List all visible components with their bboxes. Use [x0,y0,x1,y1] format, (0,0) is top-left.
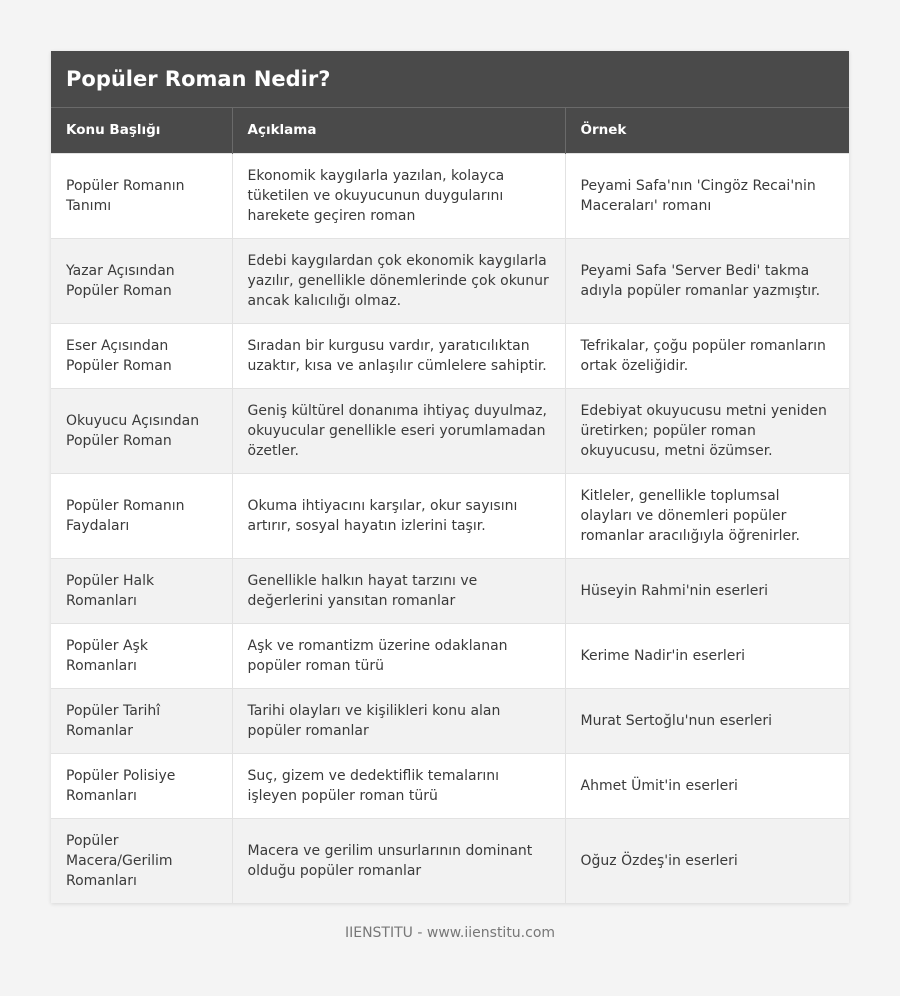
cell-description: Okuma ihtiyacını karşılar, okur sayısını artırır, sosyal hayatın izlerini taşır. [232,473,565,558]
cell-description: Edebi kaygılardan çok ekonomik kaygılarla yazılır, genellikle dönemlerinde çok okunur ancak kalıcılığı olmaz. [232,238,565,323]
cell-description: Aşk ve romantizm üzerine odaklanan popüler roman türü [232,623,565,688]
column-header-example: Örnek [565,108,849,153]
cell-example: Kitleler, genellikle toplumsal olayları ve dönemleri popüler romanlar aracılığıyla öğrenirler. [565,473,849,558]
cell-topic: Popüler Tarihî Romanlar [51,688,232,753]
table-row [51,473,849,558]
cell-example: Ahmet Ümit'in eserleri [565,753,849,818]
cell-topic: Popüler Macera/Gerilim Romanları [51,818,232,903]
table-row [51,688,849,753]
table-row [51,323,849,388]
cell-topic: Popüler Polisiye Romanları [51,753,232,818]
table-row [51,388,849,473]
table-row [51,753,849,818]
cell-example: Tefrikalar, çoğu popüler romanların ortak özeliğidir. [565,323,849,388]
cell-description: Genellikle halkın hayat tarzını ve değerlerini yansıtan romanlar [232,558,565,623]
table-title: Popüler Roman Nedir? [51,51,849,108]
cell-example: Edebiyat okuyucusu metni yeniden üretirken; popüler roman okuyucusu, metni özümser. [565,388,849,473]
table-row [51,153,849,238]
cell-topic: Popüler Aşk Romanları [51,623,232,688]
table-row [51,623,849,688]
cell-topic: Eser Açısından Popüler Roman [51,323,232,388]
cell-description: Geniş kültürel donanıma ihtiyaç duyulmaz, okuyucular genellikle eseri yorumlamadan özetler. [232,388,565,473]
cell-topic: Popüler Romanın Tanımı [51,153,232,238]
cell-topic: Popüler Romanın Faydaları [51,473,232,558]
table-row [51,238,849,323]
cell-description: Sıradan bir kurgusu vardır, yaratıcılıktan uzaktır, kısa ve anlaşılır cümlelere sahiptir. [232,323,565,388]
cell-example: Oğuz Özdeş'in eserleri [565,818,849,903]
header-row [51,108,849,153]
cell-topic: Yazar Açısından Popüler Roman [51,238,232,323]
cell-example: Hüseyin Rahmi'nin eserleri [565,558,849,623]
footer-credit: IIENSTITU - www.iienstitu.com [344,925,556,941]
cell-description: Ekonomik kaygılarla yazılan, kolayca tüketilen ve okuyucunun duygularını harekete geçiren roman [232,153,565,238]
cell-topic: Okuyucu Açısından Popüler Roman [51,388,232,473]
column-header-description: Açıklama [232,108,565,153]
cell-example: Murat Sertoğlu'nun eserleri [565,688,849,753]
table-row [51,558,849,623]
cell-example: Peyami Safa'nın 'Cingöz Recai'nin Maceraları' romanı [565,153,849,238]
data-table [51,108,849,903]
cell-topic: Popüler Halk Romanları [51,558,232,623]
table-row [51,818,849,903]
cell-example: Peyami Safa 'Server Bedi' takma adıyla popüler romanlar yazmıştır. [565,238,849,323]
column-header-topic: Konu Başlığı [51,108,232,153]
cell-description: Macera ve gerilim unsurlarının dominant olduğu popüler romanlar [232,818,565,903]
content-card [51,51,849,903]
cell-example: Kerime Nadir'in eserleri [565,623,849,688]
cell-description: Suç, gizem ve dedektiflik temalarını işleyen popüler roman türü [232,753,565,818]
cell-description: Tarihi olayları ve kişilikleri konu alan popüler romanlar [232,688,565,753]
